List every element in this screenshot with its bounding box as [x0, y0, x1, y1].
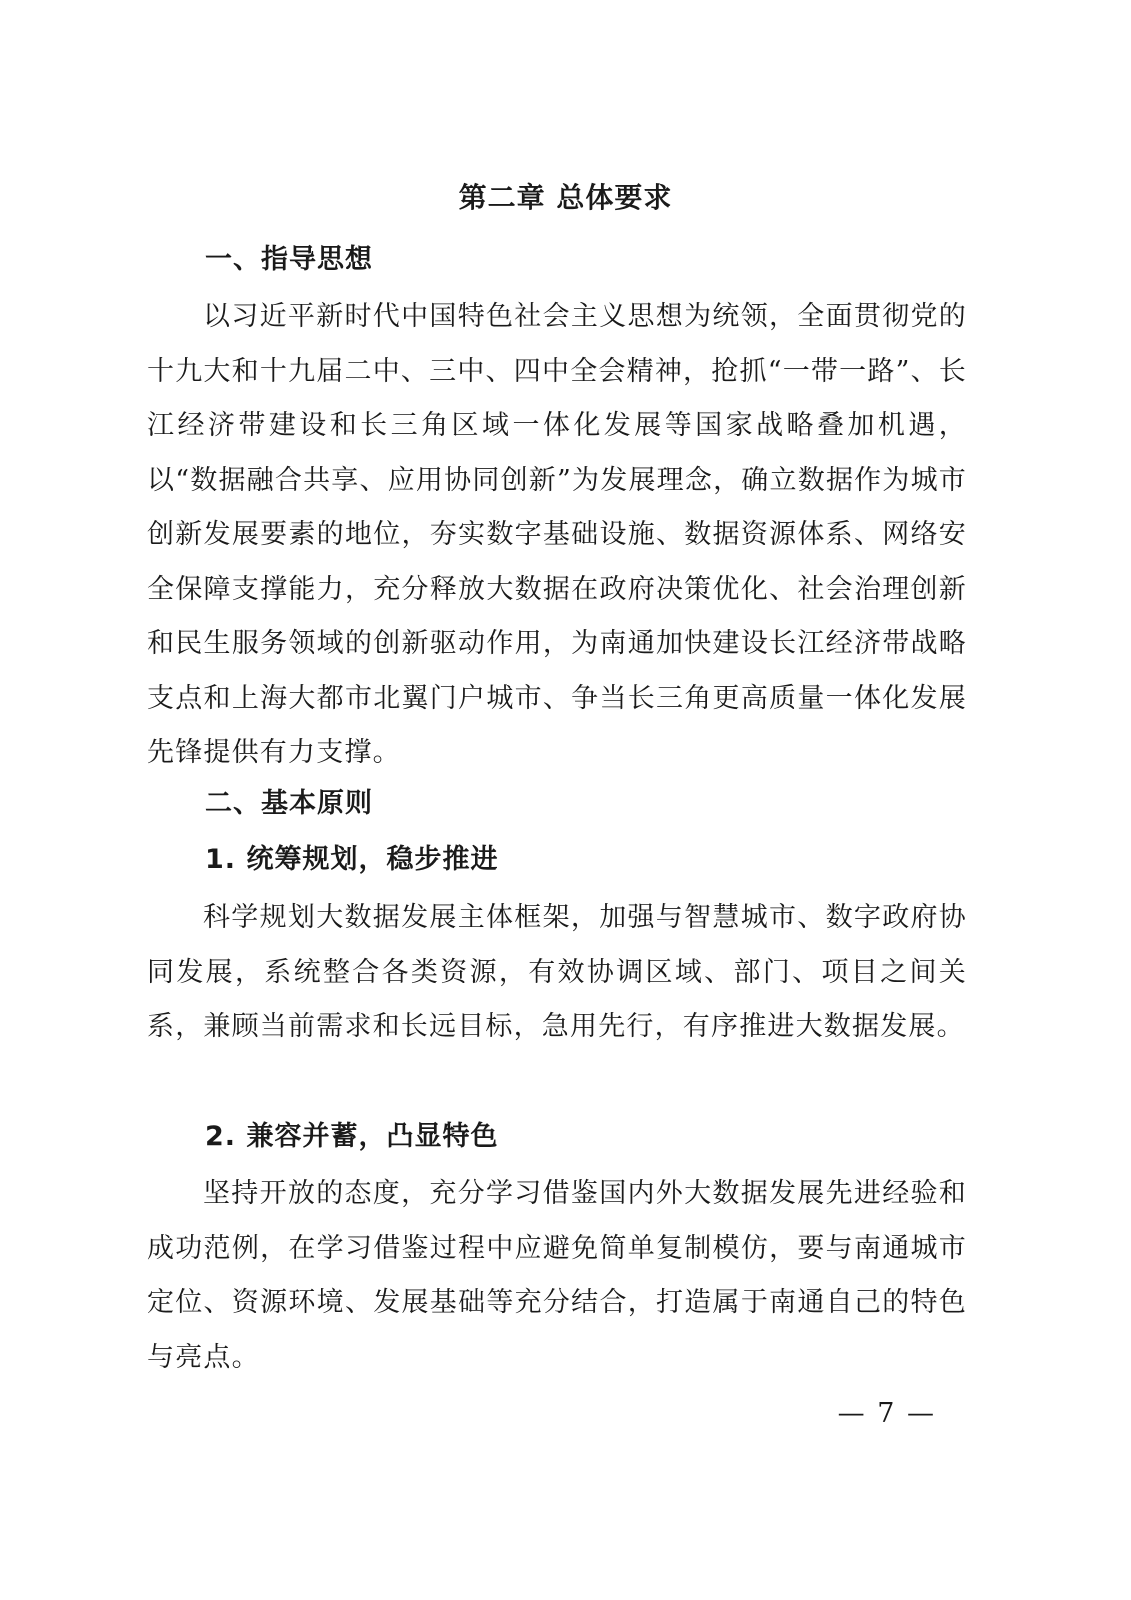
- principle-heading-2: 2. 兼容并蓄，凸显特色: [205, 1121, 499, 1152]
- principle-heading-1: 1. 统筹规划，稳步推进: [205, 844, 499, 875]
- paragraph-principle-1: 科学规划大数据发展主体框架，加强与智慧城市、数字政府协同发展，系统整合各类资源，有效协调区域、部门、项目之间关系，兼顾当前需求和长远目标，急用先行，有序推进大数据发展。: [147, 902, 967, 1042]
- section-heading-guiding: 一、指导思想: [205, 244, 373, 275]
- paragraph-guiding: 以习近平新时代中国特色社会主义思想为统领，全面贯彻党的十九大和十九届二中、三中、四中全会精神，抢抓“一带一路”、长江经济带建设和长三角区域一体化发展等国家战略叠加机遇，以“数据融合共享、应用协同创新”为发展理念，确立数据作为城市创新发展要素的地位，夯实数字基础设施、数据资源体系、网络安全保障支撑能力，充分释放大数据在政府决策优化、社会治理创新和民生服务领域的创新驱动作用，为南通加快建设长江经济带战略支点和上海大都市北翼门户城市、争当长三角更高质量一体化发展先锋提供有力支撑。: [147, 301, 967, 768]
- chapter-title: 第二章 总体要求: [458, 181, 673, 214]
- section-heading-principles: 二、基本原则: [205, 788, 373, 819]
- page-number: — 7 —: [837, 1398, 936, 1429]
- paragraph-principle-2: 坚持开放的态度，充分学习借鉴国内外大数据发展先进经验和成功范例，在学习借鉴过程中应避免简单复制模仿，要与南通城市定位、资源环境、发展基础等充分结合，打造属于南通自己的特色与亮点。: [147, 1178, 967, 1373]
